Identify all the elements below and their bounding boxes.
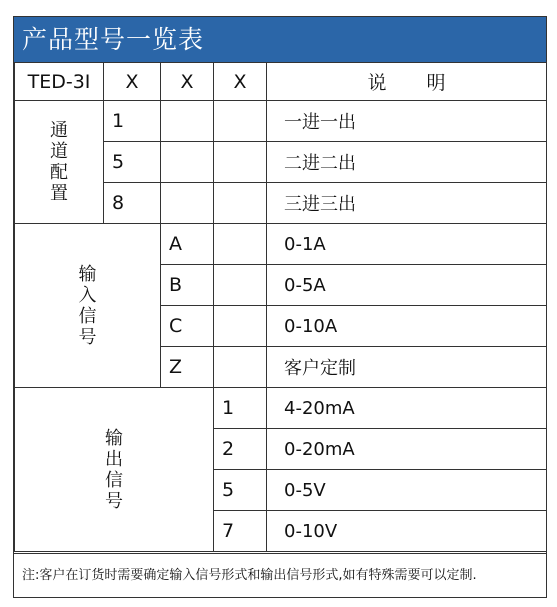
input-desc-cell: 0-5A — [267, 265, 547, 306]
channel-code-cell: 8 — [104, 183, 161, 224]
empty-cell — [214, 142, 267, 183]
product-model-table-frame — [13, 16, 547, 598]
output-desc-cell: 0-5V — [267, 470, 547, 511]
input-x-header: X — [161, 63, 214, 101]
input-desc-cell: 客户定制 — [267, 347, 547, 388]
output-group-text: 输出信号 — [105, 427, 123, 512]
model-code-header: TED-3I — [15, 63, 104, 101]
table-header-row — [15, 63, 547, 101]
model-spec-table — [14, 62, 547, 552]
output-desc-cell: 0-20mA — [267, 429, 547, 470]
input-code-cell: A — [161, 224, 214, 265]
channel-desc-cell: 一进一出 — [267, 101, 547, 142]
output-code-cell: 2 — [214, 429, 267, 470]
input-code-cell: Z — [161, 347, 214, 388]
order-note: 注:客户在订货时需要确定输入信号形式和输出信号形式,如有特殊需要可以定制. — [14, 553, 546, 597]
output-group-label — [15, 388, 214, 552]
channel-group-label — [15, 101, 104, 224]
channel-group-text: 通道配置 — [50, 120, 68, 204]
channel-code-cell: 5 — [104, 142, 161, 183]
empty-cell — [214, 101, 267, 142]
empty-cell — [214, 347, 267, 388]
description-header-char-2: 明 — [426, 72, 446, 94]
empty-cell — [214, 306, 267, 347]
table-row — [15, 388, 547, 429]
output-desc-cell: 0-10V — [267, 511, 547, 552]
empty-cell — [214, 224, 267, 265]
input-group-text: 输入信号 — [78, 263, 97, 348]
description-header — [267, 63, 547, 101]
empty-cell — [161, 142, 214, 183]
channel-desc-cell: 三进三出 — [267, 183, 547, 224]
table-row — [15, 101, 547, 142]
channel-x-header: X — [104, 63, 161, 101]
output-desc-cell: 4-20mA — [267, 388, 547, 429]
output-code-cell: 5 — [214, 470, 267, 511]
input-code-cell: C — [161, 306, 214, 347]
input-code-cell: B — [161, 265, 214, 306]
table-row — [15, 224, 547, 265]
input-group-label — [15, 224, 161, 388]
output-x-header: X — [214, 63, 267, 101]
input-desc-cell: 0-1A — [267, 224, 547, 265]
empty-cell — [214, 265, 267, 306]
empty-cell — [214, 183, 267, 224]
channel-desc-cell: 二进二出 — [267, 142, 547, 183]
page-title: 产品型号一览表 — [14, 17, 546, 62]
output-code-cell: 1 — [214, 388, 267, 429]
output-code-cell: 7 — [214, 511, 267, 552]
input-desc-cell: 0-10A — [267, 306, 547, 347]
empty-cell — [161, 101, 214, 142]
empty-cell — [161, 183, 214, 224]
channel-code-cell: 1 — [104, 101, 161, 142]
description-header-char-1: 说 — [367, 72, 387, 94]
